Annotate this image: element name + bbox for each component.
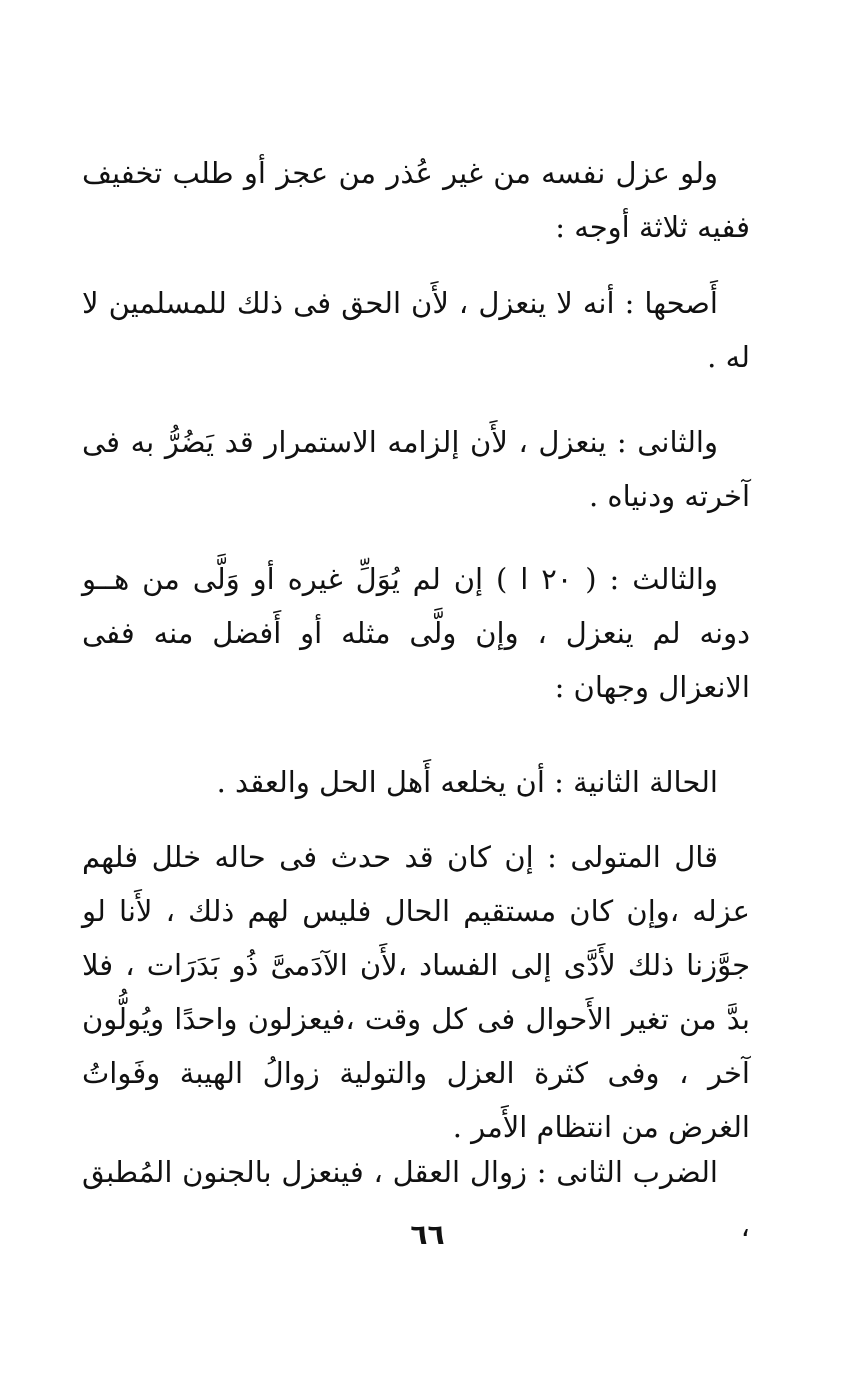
paragraph-resignation: ولو عزل نفسه من غير عُذر من عجز أو طلب تخفيف ففيه ثلاثة أوجه : (82, 156, 750, 244)
paragraph-first-view: أَصحها : أنه لا ينعزل ، لأَن الحق فى ذلك للمسلمين لا له . (82, 286, 750, 374)
paragraph-third-view: والثالث : ( ٢٠ ا ) إن لم يُوَلِّ غيره أو وَلَّى من هــو دونه لم ينعزل ، وإن ولَّى مثله أو أَفضل منه ففى الانعزال وجهان : (82, 562, 750, 704)
paragraph-second-view: والثانى : ينعزل ، لأَن إلزامه الاستمرار قد يَضُرُّ به فى آخرته ودنياه . (82, 425, 750, 513)
paragraph-mutawalli: قال المتولى : إن كان قد حدث فى حاله خلل فلهم عزله ،وإن كان مستقيم الحال فليس لهم ذلك ، لأَنا لو جوَّزنا ذلك لأَدَّى إلى الفساد ،لأَن الآدَمىَّ ذُو بَدَرَات ، فلا بدَّ من تغير الأَحوال فى كل وقت ،فيعزلون واحدًا ويُولُّون آخر ، وفى كثرة العزل والتولية زوالُ الهيبة وفَواتُ الغرض من انتظام الأَمر . (82, 840, 750, 1144)
paragraph-second-case: الحالة الثانية : أن يخلعه أَهل الحل والعقد . (216, 765, 718, 799)
paragraph-loss-of-reason: الضرب الثانى : زوال العقل ، فينعزل بالجنون المُطبق ، (82, 1155, 750, 1243)
page-number: ٦٦ (410, 1218, 445, 1251)
